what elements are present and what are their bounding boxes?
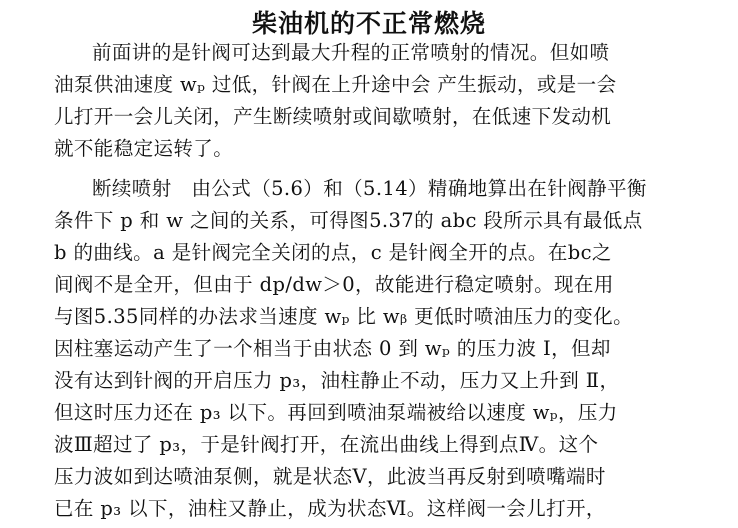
text-line: 但这时压力还在 p₃ 以下。再回到喷油泵端被给以速度 wₚ，压力: [54, 401, 618, 424]
text-line: 断续喷射 由公式（5.6）和（5.14）精确地算出在针阀静平衡: [92, 177, 647, 200]
text-line: b 的曲线。a 是针阀完全关闭的点，c 是针阀全开的点。在bc之: [54, 241, 612, 264]
text-line: 与图5.35同样的办法求当速度 wₚ 比 wᵦ 更低时喷油压力的变化。: [54, 305, 633, 328]
text-line: 油泵供油速度 wₚ 过低，针阀在上升途中会 产生振动，或是一会: [54, 73, 617, 96]
text-line: 间阀不是全开，但由于 dp/dw＞0，故能进行稳定喷射。现在用: [54, 273, 614, 296]
text-line: 没有达到针阀的开启压力 p₃，油柱静止不动，压力又上升到 Ⅱ，: [54, 369, 620, 392]
text-line: 儿打开一会儿关闭，产生断续喷射或间歇喷射，在低速下发动机: [54, 105, 612, 128]
page-title: 柴油机的不正常燃烧: [251, 9, 486, 38]
text-line: 波Ⅲ超过了 p₃，于是针阀打开，在流出曲线上得到点Ⅳ。这个: [54, 433, 599, 456]
text-line: 就不能稳定运转了。: [54, 137, 234, 160]
text-line: 已在 p₃ 以下，油柱又静止，成为状态Ⅵ。这样阀一会儿打开，: [54, 497, 606, 520]
text-line: 前面讲的是针阀可达到最大升程的正常喷射的情况。但如喷: [92, 41, 610, 64]
text-line: 压力波如到达喷油泵侧，就是状态Ⅴ，此波当再反射到喷嘴端时: [54, 465, 606, 488]
text-line: 条件下 p 和 w 之间的关系，可得图5.37的 abc 段所示具有最低点: [54, 209, 643, 232]
text-line: 因柱塞运动产生了一个相当于由状态 0 到 wₚ 的压力波 Ⅰ，但却: [54, 337, 611, 360]
